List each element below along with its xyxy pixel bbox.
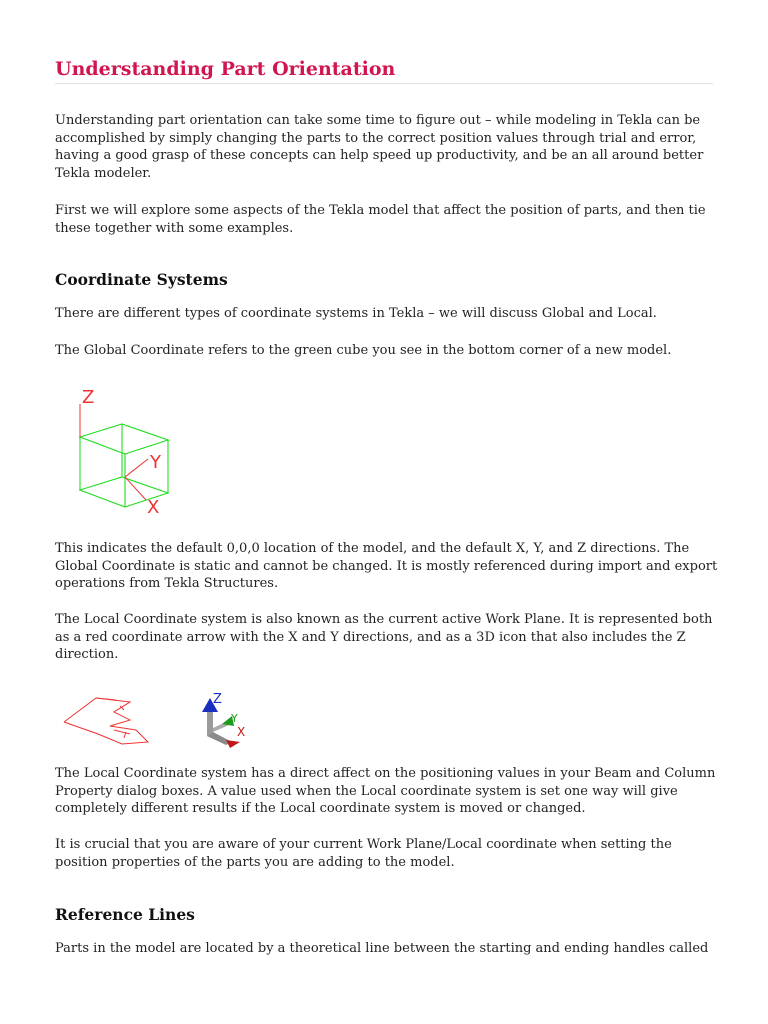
work-plane-3d-icon-figure <box>196 690 256 750</box>
icon-axis-label-x: X <box>237 725 246 739</box>
axis-lines <box>80 404 148 500</box>
coordinate-systems-paragraph-1: There are different types of coordinate systems in Tekla – we will discuss Global and Local. <box>55 306 657 321</box>
work-plane-arrow-figure <box>58 690 158 750</box>
red-coordinate-arrow-icon <box>64 698 148 744</box>
section-heading-coordinate-systems: Coordinate Systems <box>55 270 228 289</box>
x-axis-arrow-icon <box>226 740 240 748</box>
global-coordinate-cube-figure <box>60 382 190 517</box>
intro-paragraph-1: Understanding part orientation can take some time to figure out – while modeling in Tekla can be accomplished by simply changing the parts to the correct position values through trial and error, having a good grasp of these concepts can help speed up productivity, and be an all around better Tekla modeler. <box>55 113 704 181</box>
intro-paragraph-2: First we will explore some aspects of the Tekla model that affect the position of parts, and then tie these together with some examples. <box>55 203 706 236</box>
section-heading-reference-lines: Reference Lines <box>55 905 195 924</box>
coordinate-systems-paragraph-4: The Local Coordinate system is also known as the current active Work Plane. It is represented both as a red coordinate arrow with the X and Y directions, and as a 3D icon that also includes the Z direction. <box>55 612 713 662</box>
icon-axis-label-z: Z <box>213 692 222 707</box>
coordinate-systems-paragraph-5: The Local Coordinate system has a direct affect on the positioning values in your Beam and Column Property dialog boxes. A value used when the Local coordinate system is set one way will give completely different results if the Local coordinate system is moved or changed. <box>55 766 716 816</box>
cube-axis-label-x: X <box>147 497 160 517</box>
cube-axis-label-y: Y <box>150 452 161 473</box>
coordinate-systems-paragraph-3: This indicates the default 0,0,0 location of the model, and the default X, Y, and Z directions. The Global Coordinate is static and cannot be changed. It is mostly referenced during import and export operations from Tekla Structures. <box>55 541 718 591</box>
title-divider <box>55 83 713 84</box>
cube-axis-label-z: Z <box>82 387 95 408</box>
coordinate-systems-paragraph-6: It is crucial that you are aware of your current Work Plane/Local coordinate when setting the position properties of the parts you are adding to the model. <box>55 837 672 870</box>
coordinate-systems-paragraph-2: The Global Coordinate refers to the green cube you see in the bottom corner of a new model. <box>55 343 672 358</box>
page-title: Understanding Part Orientation <box>55 58 396 80</box>
icon-axis-label-y: Y <box>231 712 238 725</box>
reference-lines-paragraph-1: Parts in the model are located by a theoretical line between the starting and ending handles called <box>55 941 709 956</box>
